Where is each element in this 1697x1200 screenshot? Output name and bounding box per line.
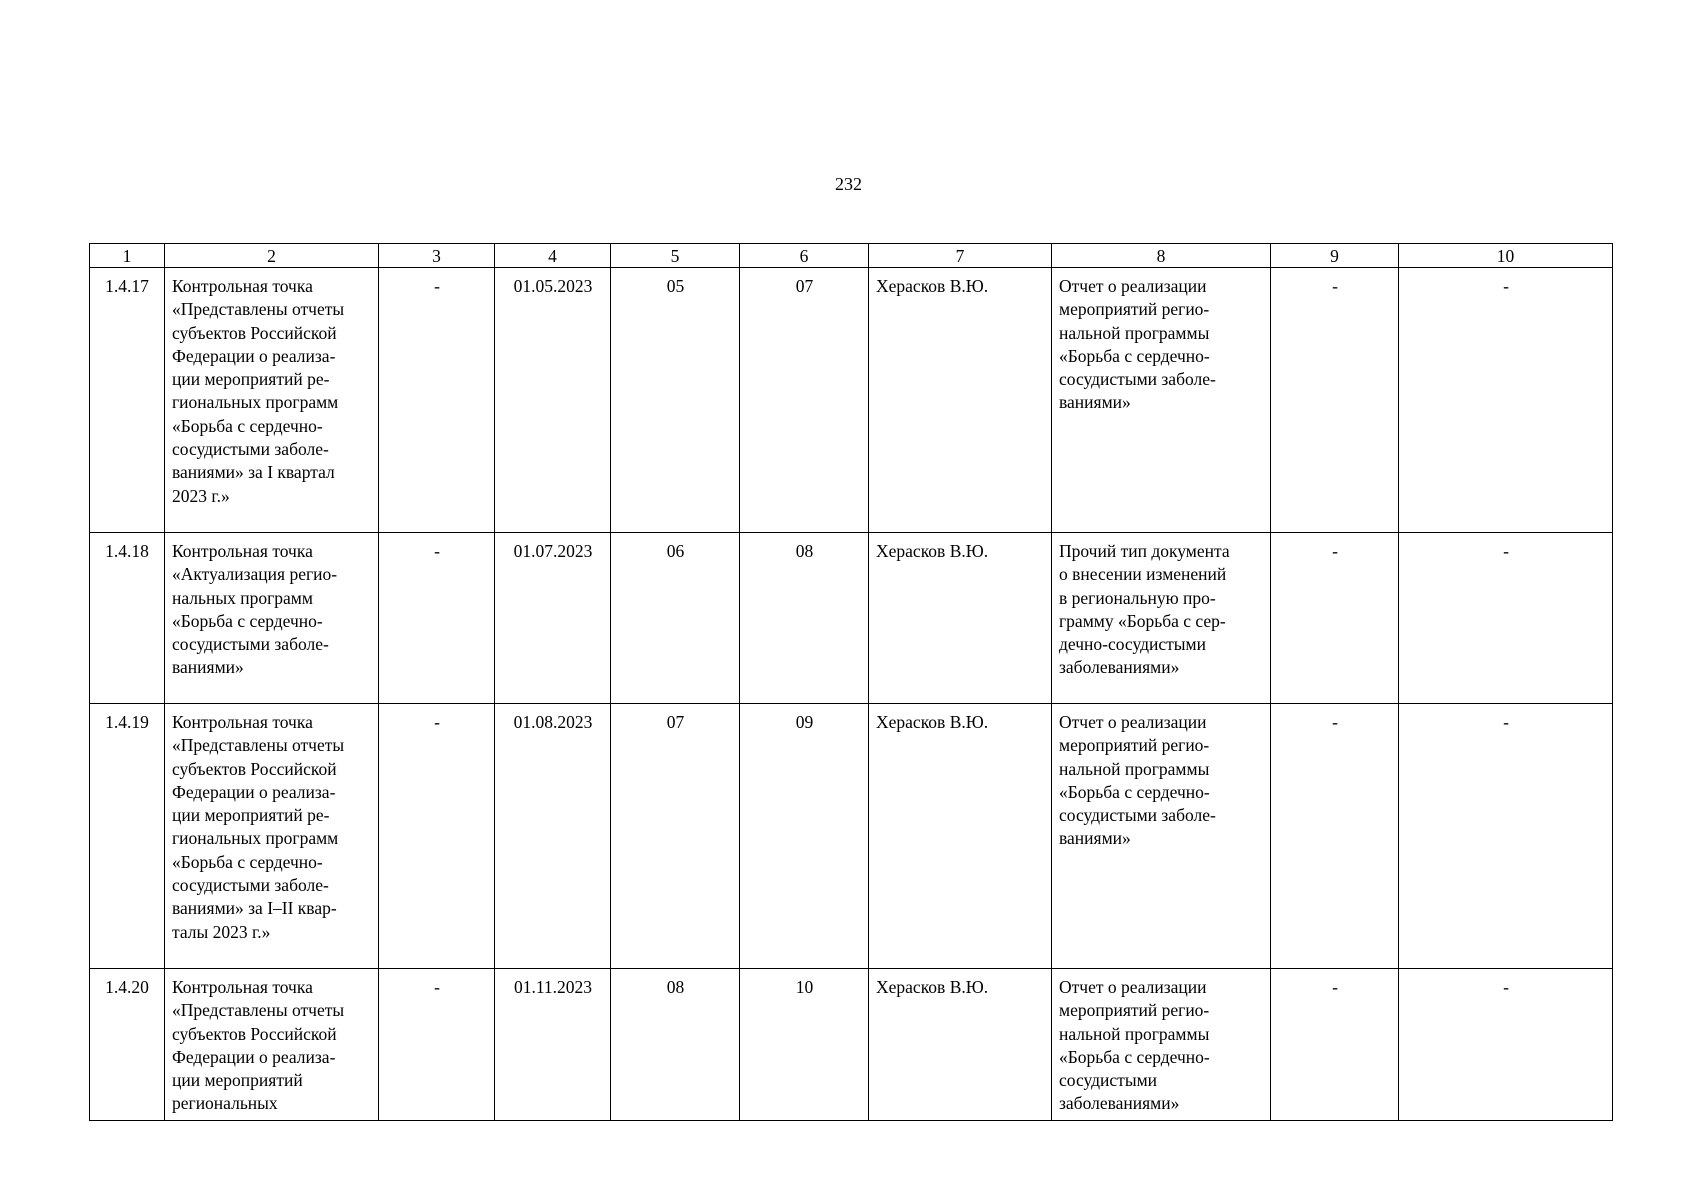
table-header-row bbox=[90, 244, 1613, 268]
document-type: Прочий тип документа о внесении изменений в региональную про- грамму «Борьба с сер- дечно-сосудистыми заболеваниями» bbox=[1052, 533, 1271, 704]
control-point-name: Контрольная точка «Представлены отчеты субъектов Российской Федерации о реализа- ции мероприятий ре- гиональных программ «Борьба с сердечно- сосудистыми заболе- ваниями» за I–II квар- талы 2023 г.» bbox=[165, 704, 379, 969]
cell-col5: 05 bbox=[611, 268, 740, 533]
table-row bbox=[90, 533, 1613, 704]
cell-col3: - bbox=[379, 268, 495, 533]
cell-col10: - bbox=[1399, 704, 1613, 969]
responsible-person: Херасков В.Ю. bbox=[869, 268, 1052, 533]
responsible-person: Херасков В.Ю. bbox=[869, 533, 1052, 704]
table-row bbox=[90, 704, 1613, 969]
column-header: 5 bbox=[611, 244, 740, 268]
cell-col6: 07 bbox=[740, 268, 869, 533]
responsible-person: Херасков В.Ю. bbox=[869, 969, 1052, 1121]
cell-col6: 09 bbox=[740, 704, 869, 969]
cell-col9: - bbox=[1271, 533, 1399, 704]
cell-col3: - bbox=[379, 704, 495, 969]
cell-col5: 07 bbox=[611, 704, 740, 969]
column-header: 4 bbox=[495, 244, 611, 268]
control-point-name: Контрольная точка «Актуализация регио- нальных программ «Борьба с сердечно- сосудистыми заболе- ваниями» bbox=[165, 533, 379, 704]
column-header: 2 bbox=[165, 244, 379, 268]
row-number: 1.4.17 bbox=[90, 268, 165, 533]
table-row bbox=[90, 969, 1613, 1121]
cell-date: 01.07.2023 bbox=[495, 533, 611, 704]
cell-col3: - bbox=[379, 969, 495, 1121]
cell-col10: - bbox=[1399, 969, 1613, 1121]
control-points-table bbox=[89, 243, 1613, 1121]
table-row bbox=[90, 268, 1613, 533]
cell-col5: 08 bbox=[611, 969, 740, 1121]
document-type: Отчет о реализации мероприятий регио- нальной программы «Борьба с сердечно- сосудистыми заболе- ваниями» bbox=[1052, 704, 1271, 969]
document-type: Отчет о реализации мероприятий регио- нальной программы «Борьба с сердечно- сосудистыми заболеваниями» bbox=[1052, 969, 1271, 1121]
row-number: 1.4.20 bbox=[90, 969, 165, 1121]
column-header: 3 bbox=[379, 244, 495, 268]
responsible-person: Херасков В.Ю. bbox=[869, 704, 1052, 969]
column-header: 7 bbox=[869, 244, 1052, 268]
cell-date: 01.05.2023 bbox=[495, 268, 611, 533]
cell-col6: 10 bbox=[740, 969, 869, 1121]
cell-col9: - bbox=[1271, 969, 1399, 1121]
row-number: 1.4.19 bbox=[90, 704, 165, 969]
column-header: 9 bbox=[1271, 244, 1399, 268]
cell-date: 01.08.2023 bbox=[495, 704, 611, 969]
control-point-name: Контрольная точка «Представлены отчеты субъектов Российской Федерации о реализа- ции мероприятий ре- гиональных программ «Борьба с сердечно- сосудистыми заболе- ваниями» за I квартал 2023 г.» bbox=[165, 268, 379, 533]
cell-col6: 08 bbox=[740, 533, 869, 704]
document-type: Отчет о реализации мероприятий регио- нальной программы «Борьба с сердечно- сосудистыми заболе- ваниями» bbox=[1052, 268, 1271, 533]
column-header: 10 bbox=[1399, 244, 1613, 268]
row-number: 1.4.18 bbox=[90, 533, 165, 704]
column-header: 8 bbox=[1052, 244, 1271, 268]
cell-col10: - bbox=[1399, 268, 1613, 533]
cell-col10: - bbox=[1399, 533, 1613, 704]
cell-col3: - bbox=[379, 533, 495, 704]
cell-col9: - bbox=[1271, 268, 1399, 533]
page-number: 232 bbox=[835, 174, 862, 194]
column-header: 1 bbox=[90, 244, 165, 268]
cell-date: 01.11.2023 bbox=[495, 969, 611, 1121]
control-point-name: Контрольная точка «Представлены отчеты субъектов Российской Федерации о реализа- ции мероприятий региональных bbox=[165, 969, 379, 1121]
column-header: 6 bbox=[740, 244, 869, 268]
cell-col5: 06 bbox=[611, 533, 740, 704]
cell-col9: - bbox=[1271, 704, 1399, 969]
